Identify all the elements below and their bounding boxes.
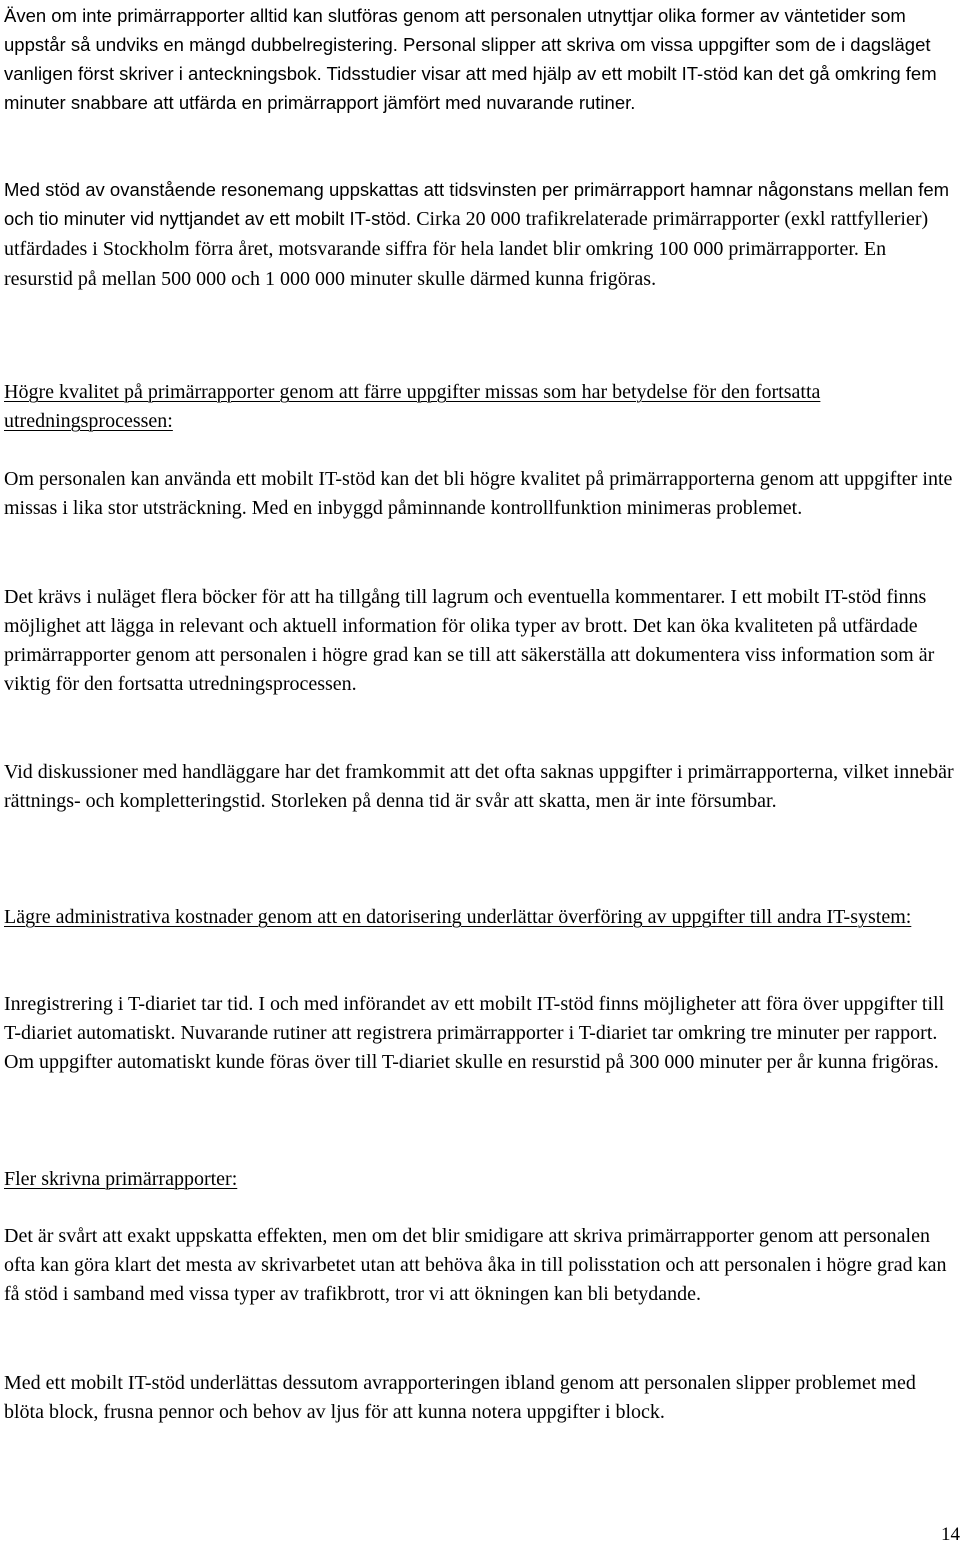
paragraph-time-savings <box>4 1 954 117</box>
paragraph-more-reports: Det är svårt att exakt uppskatta effekten, men om det blir smidigare att skriva primärrapporter genom att personalen ofta kan göra klart det mesta av skrivarbetet utan att behöva åka in till polisstation och att personalen i högre grad kan få stöd i samband med vissa typer av trafikbrott, tror vi att ökningen kan bli betydande. <box>4 1225 947 1305</box>
paragraph-time-estimate <box>4 175 954 294</box>
paragraph-reporting: Med ett mobilt IT-stöd underlättas dessutom avrapporteringen ibland genom att personalen slipper problemet med blöta block, frusna pennor och behov av ljus för att kunna notera uppgifter i block. <box>4 1372 916 1423</box>
paragraph-quality: Om personalen kan använda ett mobilt IT-stöd kan det bli högre kvalitet på primärrapporterna genom att uppgifter inte missas i lika stor utsträckning. Med en inbyggd påminnande kontrollfunktion minimeras problemet. <box>4 468 953 519</box>
paragraph-reference-books: Det krävs i nuläget flera böcker för att ha tillgång till lagrum och eventuella kommentarer. I ett mobilt IT-stöd finns möjlighet att lägga in relevant och aktuell information för olika typer av brott. Det kan öka kvaliteten på utfärdade primärrapporter genom att personalen i högre grad kan se till att säkerställa att dokumentera viss information som är viktig för den fortsatta utredningsprocessen. <box>4 586 935 695</box>
section-heading-admin-costs: Lägre administrativa kostnader genom att en datorisering underlättar överföring av uppgifter till andra IT-system: <box>4 906 912 928</box>
paragraph-text: Även om inte primärrapporter alltid kan slutföras genom att personalen utnyttjar olika former av väntetider som uppstår så undviks en mängd dubbelregistering. Personal slipper att skriva om vissa uppgifter som de i dagsläget vanligen först skriver i anteckningsbok. Tidsstudier visar att med hjälp av ett mobilt IT-stöd kan det gå omkring fem minuter snabbare att utfärda en primärrapport jämfört med nuvarande rutiner. <box>4 5 937 113</box>
paragraph-missing-data: Vid diskussioner med handläggare har det framkommit att det ofta saknas uppgifter i primärrapporterna, vilket innebär rättnings- och kompletteringstid. Storleken på denna tid är svår att skatta, men är inte försumbar. <box>4 761 954 812</box>
paragraph-text-second: Cirka 20 000 trafikrelaterade primärrapporter (exkl rattfyllerier) utfärdades i Stockholm förra året, motsvarande siffra för hela landet blir omkring 100 000 primärrapporter. En resurstid på mellan 500 000 och 1 000 000 minuter skulle därmed kunna frigöras. <box>4 208 929 290</box>
section-heading-more-reports: Fler skrivna primärrapporter: <box>4 1168 238 1190</box>
paragraph-text-first: Med stöd av ovanstående resonemang uppskattas att tidsvinsten per primärrapport hamnar någonstans mellan fem och tio minuter vid nyttjandet av ett mobilt IT-stöd. <box>4 179 950 229</box>
section-heading-quality: Högre kvalitet på primärrapporter genom att färre uppgifter missas som har betydelse för den fortsatta utredningsprocessen: <box>4 381 821 432</box>
page-number: 14 <box>941 1524 960 1545</box>
paragraph-t-diary: Inregistrering i T-diariet tar tid. I och med införandet av ett mobilt IT-stöd finns möjligheter att föra över uppgifter till T-diariet automatiskt. Nuvarande rutiner att registrera primärrapporter i T-diariet tar omkring tre minuter per rapport. Om uppgifter automatiskt kunde föras över till T-diariet skulle en resurstid på 300 000 minuter per år kunna frigöras. <box>4 993 945 1073</box>
